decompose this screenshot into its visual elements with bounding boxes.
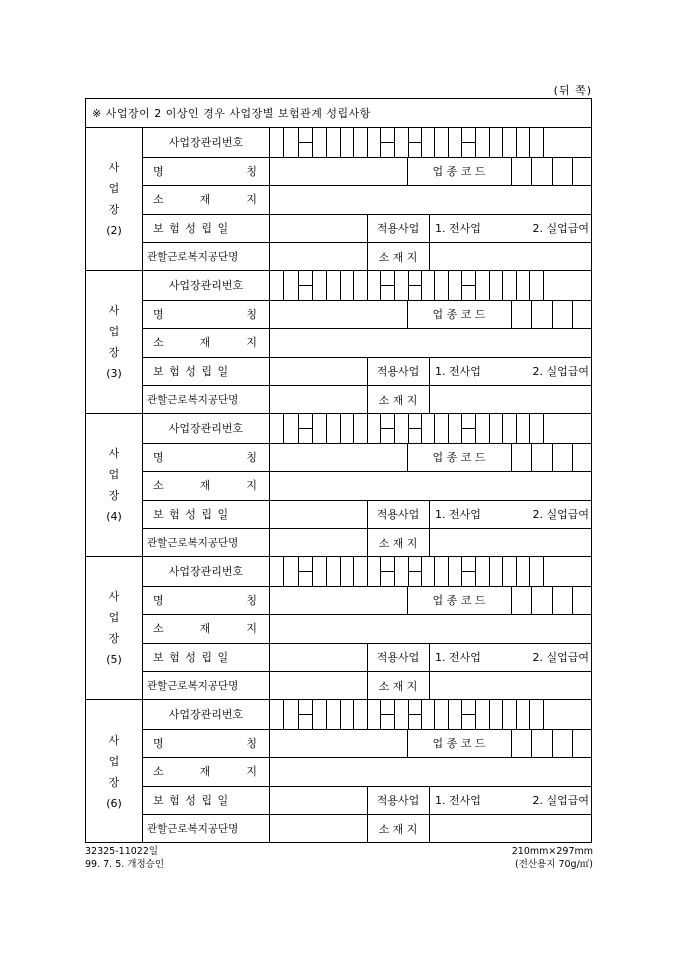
mgmt-number-label: 사업장관리번호	[168, 708, 244, 722]
address-label	[153, 471, 257, 500]
name-label-part: 칭	[246, 307, 257, 321]
mgmt-number-label: 사업장관리번호	[168, 136, 244, 150]
mgmt-digit-box[interactable]	[312, 557, 326, 586]
mgmt-digit-box[interactable]	[461, 414, 475, 443]
mgmt-digit-box[interactable]	[394, 128, 408, 157]
applied-business-label: 적용사업	[376, 508, 420, 522]
address-value[interactable]	[269, 185, 593, 214]
paper-weight: (전산용지 70g/㎡)	[515, 859, 593, 870]
establishment-date-value[interactable]	[269, 214, 367, 243]
office-address-label: 소 재 지	[378, 822, 418, 836]
industry-code-box[interactable]	[511, 300, 531, 329]
section-label-line3: 장	[108, 489, 120, 502]
footer-left	[85, 845, 164, 871]
address-label-part: 소	[153, 622, 164, 636]
mgmt-digit-box[interactable]	[380, 271, 394, 300]
address-label	[153, 185, 257, 214]
mgmt-digit-box[interactable]	[475, 700, 489, 729]
office-address-label: 소 재 지	[378, 536, 418, 550]
mgmt-digit-box[interactable]	[489, 414, 502, 443]
applied-business-options[interactable]	[435, 214, 589, 243]
mgmt-digit-box[interactable]	[283, 128, 298, 157]
mgmt-digit-box[interactable]	[353, 128, 367, 157]
industry-code-box[interactable]	[511, 586, 531, 615]
office-address-value[interactable]	[429, 385, 593, 414]
industry-code-label: 업 종 코 드	[432, 307, 486, 321]
name-label-part: 명	[153, 164, 164, 178]
section-6	[86, 700, 591, 843]
industry-code-box[interactable]	[552, 157, 572, 186]
name-label	[153, 157, 257, 186]
welfare-office-value[interactable]	[269, 242, 367, 271]
section-label-line1: 사	[108, 161, 120, 174]
mgmt-digit-box[interactable]	[380, 557, 394, 586]
footer-right	[512, 845, 593, 871]
mgmt-number-label: 사업장관리번호	[168, 422, 244, 436]
mgmt-digit-box[interactable]	[283, 557, 298, 586]
section-label-number: (5)	[106, 653, 122, 666]
col-divider	[269, 128, 270, 157]
name-value[interactable]	[269, 586, 407, 615]
applied-option-option1[interactable]: 1. 전사업	[435, 794, 481, 808]
mgmt-digit-box[interactable]	[489, 271, 502, 300]
mgmt-digit-box[interactable]	[326, 557, 340, 586]
name-label	[153, 300, 257, 329]
welfare-office-value[interactable]	[269, 671, 367, 700]
industry-code-box[interactable]	[511, 729, 531, 758]
mgmt-digit-box[interactable]	[353, 414, 367, 443]
mgmt-digit-box[interactable]	[340, 700, 353, 729]
address-label	[153, 328, 257, 357]
mgmt-digit-box[interactable]	[367, 414, 380, 443]
mgmt-digit-box[interactable]	[516, 414, 529, 443]
applied-business-label: 적용사업	[376, 222, 420, 236]
mgmt-digit-box[interactable]	[529, 557, 543, 586]
mgmt-digit-box[interactable]	[516, 557, 529, 586]
mgmt-digit-box[interactable]	[475, 271, 489, 300]
industry-code-box[interactable]	[531, 443, 552, 472]
name-value[interactable]	[269, 729, 407, 758]
section-label-line2: 업	[108, 468, 120, 481]
mgmt-digit-box[interactable]	[475, 414, 489, 443]
section-label-line3: 장	[108, 632, 120, 645]
address-label-part: 재	[199, 622, 211, 636]
mgmt-digit-box[interactable]	[461, 128, 475, 157]
mgmt-digit-box[interactable]	[475, 557, 489, 586]
mgmt-digit-box[interactable]	[408, 700, 421, 729]
section-2	[86, 128, 591, 271]
mgmt-digit-box[interactable]	[283, 271, 298, 300]
mgmt-digit-box[interactable]	[367, 128, 380, 157]
section-label-line1: 사	[108, 733, 120, 747]
mgmt-digit-box[interactable]	[434, 414, 448, 443]
industry-code-box[interactable]	[552, 300, 572, 329]
paper-size: 210mm×297mm	[511, 846, 593, 857]
mgmt-digit-box[interactable]	[340, 414, 353, 443]
industry-code-box[interactable]	[531, 157, 552, 186]
section-label-line2: 업	[108, 611, 120, 624]
applied-option-option2[interactable]: 2. 실업급여	[532, 222, 589, 236]
section-label	[86, 271, 143, 413]
mgmt-digit-box[interactable]	[408, 414, 421, 443]
mgmt-digit-box[interactable]	[353, 557, 367, 586]
mgmt-digit-box[interactable]	[448, 271, 461, 300]
name-label-part: 칭	[246, 736, 257, 750]
industry-code-box[interactable]	[531, 586, 552, 615]
mgmt-digit-box[interactable]	[298, 271, 312, 300]
applied-option-option2[interactable]: 2. 실업급여	[532, 651, 589, 665]
mgmt-digit-divider	[543, 700, 544, 729]
office-address-value[interactable]	[429, 242, 593, 271]
mgmt-digit-box[interactable]	[312, 271, 326, 300]
name-label-part: 칭	[246, 593, 257, 607]
industry-code-box[interactable]	[531, 300, 552, 329]
mgmt-digit-box[interactable]	[421, 557, 434, 586]
applied-business-options[interactable]	[435, 357, 589, 386]
name-label	[153, 443, 257, 472]
mgmt-digit-box[interactable]	[283, 414, 298, 443]
section-label-line1: 사	[108, 304, 120, 317]
welfare-office-value[interactable]	[269, 528, 367, 557]
mgmt-digit-box[interactable]	[489, 557, 502, 586]
mgmt-digit-divider	[543, 414, 544, 443]
mgmt-digit-box[interactable]	[380, 128, 394, 157]
welfare-office-label: 관할근로복지공단명	[147, 823, 239, 836]
section-label-number: (6)	[106, 796, 122, 810]
mgmt-digit-box[interactable]	[326, 128, 340, 157]
mgmt-digit-box[interactable]	[434, 271, 448, 300]
col-divider	[269, 557, 270, 586]
establishment-date-label: 보 험 성 립 일	[153, 365, 230, 379]
col-divider	[269, 271, 270, 300]
mgmt-digit-box[interactable]	[516, 271, 529, 300]
section-label-line1: 사	[108, 447, 120, 460]
mgmt-digit-box[interactable]	[529, 414, 543, 443]
mgmt-digit-box[interactable]	[353, 271, 367, 300]
mgmt-digit-box[interactable]	[502, 128, 516, 157]
mgmt-digit-divider	[543, 557, 544, 586]
mgmt-number-label: 사업장관리번호	[168, 565, 244, 579]
industry-code-box[interactable]	[531, 729, 552, 758]
name-value[interactable]	[269, 300, 407, 329]
address-label-part: 지	[246, 765, 257, 779]
insurance-form	[85, 98, 592, 843]
industry-code-box[interactable]	[572, 586, 593, 615]
mgmt-digit-box[interactable]	[408, 271, 421, 300]
mgmt-digit-box[interactable]	[340, 271, 353, 300]
col-divider	[269, 700, 270, 729]
section-label	[86, 557, 143, 699]
mgmt-digit-box[interactable]	[434, 557, 448, 586]
mgmt-digit-box[interactable]	[326, 700, 340, 729]
section-label-line2: 업	[108, 325, 120, 338]
welfare-office-value[interactable]	[269, 385, 367, 414]
section-5	[86, 557, 591, 700]
name-label-part: 명	[153, 307, 164, 321]
mgmt-digit-box[interactable]	[408, 557, 421, 586]
mgmt-digit-box[interactable]	[502, 271, 516, 300]
address-label-part: 지	[246, 193, 257, 207]
applied-option-option1[interactable]: 1. 전사업	[435, 365, 481, 379]
section-label-line3: 장	[108, 203, 120, 216]
name-label	[153, 586, 257, 615]
mgmt-digit-box[interactable]	[434, 128, 448, 157]
office-address-value[interactable]	[429, 671, 593, 700]
address-value[interactable]	[269, 328, 593, 357]
back-side-label: (뒤 쪽)	[553, 84, 592, 97]
section-label-line1: 사	[108, 590, 120, 603]
address-label-part: 소	[153, 336, 164, 350]
mgmt-digit-box[interactable]	[434, 700, 448, 729]
mgmt-digit-box[interactable]	[408, 128, 421, 157]
mgmt-digit-box[interactable]	[421, 128, 434, 157]
mgmt-digit-box[interactable]	[489, 128, 502, 157]
mgmt-digit-box[interactable]	[529, 700, 543, 729]
applied-option-option1[interactable]: 1. 전사업	[435, 508, 481, 522]
mgmt-digit-box[interactable]	[489, 700, 502, 729]
mgmt-digit-box[interactable]	[461, 557, 475, 586]
mgmt-digit-box[interactable]	[326, 414, 340, 443]
mgmt-digit-box[interactable]	[380, 414, 394, 443]
industry-code-box[interactable]	[572, 443, 593, 472]
industry-code-label: 업 종 코 드	[432, 164, 486, 178]
address-value[interactable]	[269, 471, 593, 500]
establishment-date-value[interactable]	[269, 357, 367, 386]
industry-code-label: 업 종 코 드	[432, 450, 486, 464]
mgmt-digit-box[interactable]	[461, 700, 475, 729]
office-address-label: 소 재 지	[378, 393, 418, 407]
mgmt-digit-box[interactable]	[380, 700, 394, 729]
mgmt-digit-box[interactable]	[298, 128, 312, 157]
mgmt-digit-box[interactable]	[448, 557, 461, 586]
applied-business-label: 적용사업	[376, 365, 420, 379]
section-label-line3: 장	[108, 346, 120, 359]
establishment-date-value[interactable]	[269, 786, 367, 815]
industry-code-box[interactable]	[572, 157, 593, 186]
welfare-office-label: 관할근로복지공단명	[147, 680, 239, 693]
industry-code-box[interactable]	[552, 443, 572, 472]
applied-business-label: 적용사업	[376, 794, 420, 808]
section-label	[86, 414, 143, 556]
mgmt-digit-box[interactable]	[298, 557, 312, 586]
applied-option-option2[interactable]: 2. 실업급여	[532, 794, 589, 808]
mgmt-digit-box[interactable]	[367, 700, 380, 729]
address-label-part: 지	[246, 622, 257, 636]
industry-code-box[interactable]	[552, 586, 572, 615]
welfare-office-label: 관할근로복지공단명	[147, 394, 239, 407]
mgmt-digit-box[interactable]	[283, 700, 298, 729]
name-label-part: 칭	[246, 450, 257, 464]
applied-option-option1[interactable]: 1. 전사업	[435, 651, 481, 665]
mgmt-digit-box[interactable]	[448, 700, 461, 729]
address-label-part: 지	[246, 479, 257, 493]
mgmt-digit-box[interactable]	[448, 128, 461, 157]
address-label-part: 재	[199, 336, 211, 350]
mgmt-digit-box[interactable]	[298, 700, 312, 729]
mgmt-digit-box[interactable]	[421, 414, 434, 443]
name-label-part: 명	[153, 450, 164, 464]
mgmt-digit-box[interactable]	[367, 557, 380, 586]
applied-business-options[interactable]	[435, 786, 589, 815]
mgmt-digit-box[interactable]	[394, 700, 408, 729]
name-value[interactable]	[269, 443, 407, 472]
mgmt-digit-box[interactable]	[529, 271, 543, 300]
mgmt-digit-box[interactable]	[421, 700, 434, 729]
industry-code-box[interactable]	[552, 729, 572, 758]
address-label-part: 지	[246, 336, 257, 350]
industry-code-box[interactable]	[572, 729, 593, 758]
form-number: 32325-11022일	[85, 846, 159, 857]
applied-option-option1[interactable]: 1. 전사업	[435, 222, 481, 236]
section-4	[86, 414, 591, 557]
section-label	[86, 128, 143, 270]
mgmt-digit-box[interactable]	[340, 557, 353, 586]
address-label	[153, 614, 257, 643]
mgmt-digit-box[interactable]	[353, 700, 367, 729]
section-label-line2: 업	[108, 182, 120, 195]
welfare-office-value[interactable]	[269, 814, 367, 843]
mgmt-digit-box[interactable]	[461, 271, 475, 300]
mgmt-digit-divider	[543, 271, 544, 300]
applied-option-option2[interactable]: 2. 실업급여	[532, 508, 589, 522]
office-address-value[interactable]	[429, 814, 593, 843]
mgmt-digit-box[interactable]	[394, 271, 408, 300]
industry-code-box[interactable]	[511, 443, 531, 472]
office-address-label: 소 재 지	[378, 679, 418, 693]
industry-code-label: 업 종 코 드	[432, 593, 486, 607]
mgmt-digit-box[interactable]	[502, 557, 516, 586]
name-label-part: 명	[153, 736, 164, 750]
name-label-part: 명	[153, 593, 164, 607]
industry-code-box[interactable]	[511, 157, 531, 186]
office-address-label: 소 재 지	[378, 250, 418, 264]
address-label-part: 소	[153, 479, 164, 493]
name-value[interactable]	[269, 157, 407, 186]
mgmt-digit-box[interactable]	[312, 700, 326, 729]
address-label-part: 재	[199, 765, 211, 779]
applied-business-label: 적용사업	[376, 651, 420, 665]
mgmt-digit-box[interactable]	[516, 128, 529, 157]
mgmt-digit-divider	[543, 128, 544, 157]
section-label-line2: 업	[108, 754, 120, 768]
industry-code-label: 업 종 코 드	[432, 736, 486, 750]
address-label	[153, 757, 257, 786]
applied-business-options[interactable]	[435, 500, 589, 529]
mgmt-number-label: 사업장관리번호	[168, 279, 244, 293]
col-divider	[269, 414, 270, 443]
name-label-part: 칭	[246, 164, 257, 178]
address-label-part: 소	[153, 193, 164, 207]
mgmt-digit-box[interactable]	[394, 557, 408, 586]
approval-date: 99. 7. 5. 개정승인	[85, 859, 165, 870]
establishment-date-label: 보 험 성 립 일	[153, 794, 230, 808]
mgmt-digit-box[interactable]	[502, 414, 516, 443]
office-address-value[interactable]	[429, 528, 593, 557]
mgmt-digit-box[interactable]	[502, 700, 516, 729]
mgmt-digit-box[interactable]	[298, 414, 312, 443]
section-label-line3: 장	[108, 775, 120, 789]
address-label-part: 재	[199, 193, 211, 207]
address-label-part: 소	[153, 765, 164, 779]
establishment-date-label: 보 험 성 립 일	[153, 508, 230, 522]
form-header: ※ 사업장이 2 이상인 경우 사업장별 보험관계 성립사항	[86, 99, 591, 128]
name-label	[153, 729, 257, 758]
welfare-office-label: 관할근로복지공단명	[147, 251, 239, 264]
section-label-number: (3)	[106, 367, 122, 380]
establishment-date-label: 보 험 성 립 일	[153, 651, 230, 665]
applied-option-option2[interactable]: 2. 실업급여	[532, 365, 589, 379]
address-value[interactable]	[269, 757, 593, 786]
mgmt-digit-box[interactable]	[516, 700, 529, 729]
mgmt-digit-box[interactable]	[326, 271, 340, 300]
mgmt-digit-box[interactable]	[312, 414, 326, 443]
mgmt-digit-box[interactable]	[312, 128, 326, 157]
address-value[interactable]	[269, 614, 593, 643]
industry-code-box[interactable]	[572, 300, 593, 329]
mgmt-digit-box[interactable]	[394, 414, 408, 443]
mgmt-digit-box[interactable]	[367, 271, 380, 300]
establishment-date-value[interactable]	[269, 500, 367, 529]
applied-business-options[interactable]	[435, 643, 589, 672]
establishment-date-label: 보 험 성 립 일	[153, 222, 230, 236]
address-label-part: 재	[199, 479, 211, 493]
mgmt-digit-box[interactable]	[529, 128, 543, 157]
mgmt-digit-box[interactable]	[448, 414, 461, 443]
section-3	[86, 271, 591, 414]
section-label	[86, 700, 143, 843]
establishment-date-value[interactable]	[269, 643, 367, 672]
mgmt-digit-box[interactable]	[340, 128, 353, 157]
mgmt-digit-box[interactable]	[421, 271, 434, 300]
welfare-office-label: 관할근로복지공단명	[147, 537, 239, 550]
section-label-number: (2)	[106, 224, 122, 237]
mgmt-digit-box[interactable]	[475, 128, 489, 157]
section-label-number: (4)	[106, 510, 122, 523]
